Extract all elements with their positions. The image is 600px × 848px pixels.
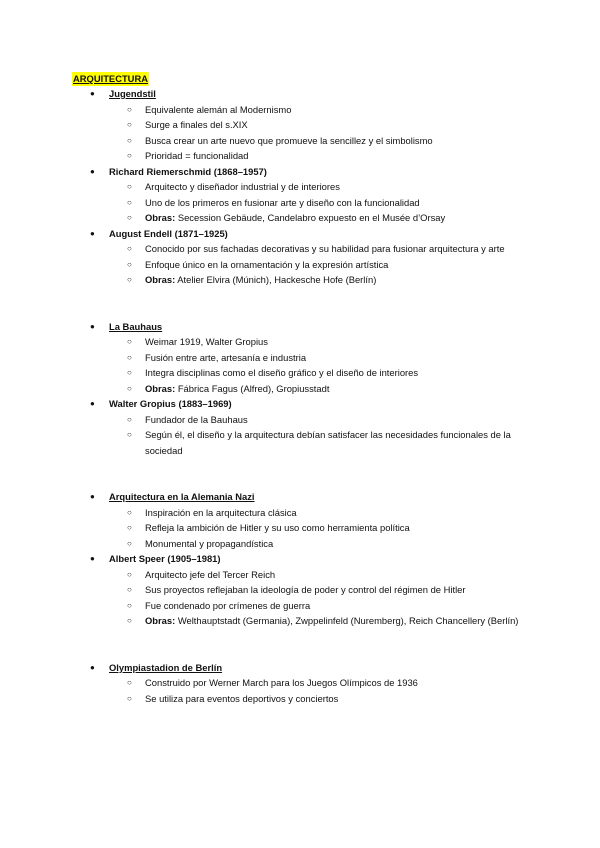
hollow-bullet-icon: ○ — [127, 585, 132, 594]
item-text: Construido por Werner March para los Juegos Olímpicos de 1936 — [145, 677, 418, 688]
outline-heading — [72, 319, 542, 335]
outline-heading — [72, 660, 542, 676]
outline-heading — [72, 551, 542, 567]
hollow-bullet-icon: ○ — [127, 569, 132, 579]
heading-text: Albert Speer (1905–1981) — [109, 553, 221, 564]
heading-text: Olympiastadion de Berlín — [109, 661, 223, 673]
outline-item — [72, 257, 542, 273]
item-text: Atelier Elvira (Múnich), Hackesche Hofe (Berlín) — [175, 274, 377, 285]
hollow-bullet-icon: ○ — [127, 600, 132, 610]
heading-text: August Endell (1871–1925) — [109, 227, 228, 239]
outline-item — [72, 598, 542, 614]
item-text: Integra disciplinas como el diseño gráfico y el diseño de interiores — [145, 367, 419, 378]
item-text: Se utiliza para eventos deportivos y conciertos — [145, 692, 339, 704]
outline-heading — [72, 396, 542, 412]
item-text: Conocido por sus fachadas decorativas y su habilidad para fusionar arquitectura y arte — [145, 243, 505, 254]
outline-item — [72, 613, 542, 629]
hollow-bullet-icon: ○ — [127, 368, 132, 377]
document-title: ARQUITECTURA — [73, 73, 148, 84]
hollow-bullet-icon: ○ — [127, 352, 132, 362]
outline-item — [72, 334, 542, 350]
outline-heading — [72, 86, 542, 102]
hollow-bullet-icon: ○ — [127, 430, 132, 439]
item-text: Equivalente alemán al Modernismo — [145, 103, 292, 115]
filled-bullet-icon: ● — [90, 89, 95, 98]
filled-bullet-icon: ● — [90, 492, 95, 501]
hollow-bullet-icon: ○ — [127, 213, 132, 222]
outline-item — [72, 102, 542, 118]
item-label: Obras: — [145, 615, 176, 626]
outline-item — [72, 117, 542, 133]
item-text: Uno de los primeros en fusionar arte y diseño con la funcionalidad — [145, 196, 420, 208]
item-text: Sus proyectos reflejaban la ideología de poder y control del régimen de Hitler — [145, 584, 466, 595]
item-text: Fusión entre arte, artesanía e industria — [145, 351, 307, 363]
item-text: Fábrica Fagus (Alfred), Gropiusstadt — [175, 382, 330, 394]
outline-item — [72, 241, 542, 257]
outline-item — [72, 350, 542, 366]
item-text: Surge a finales del s.XIX — [145, 119, 248, 130]
outline-item — [72, 210, 542, 226]
hollow-bullet-icon: ○ — [127, 120, 132, 129]
section-spacer — [72, 288, 542, 319]
outline-heading — [72, 489, 542, 505]
section — [72, 489, 542, 629]
item-text: Inspiración en la arquitectura clásica — [145, 506, 297, 518]
item-text: Arquitecto jefe del Tercer Reich — [145, 568, 276, 580]
hollow-bullet-icon: ○ — [127, 197, 132, 207]
hollow-bullet-icon: ○ — [127, 507, 132, 517]
item-text: Prioridad = funcionalidad — [145, 150, 249, 161]
hollow-bullet-icon: ○ — [127, 693, 132, 703]
outline-item — [72, 536, 542, 552]
hollow-bullet-icon: ○ — [127, 337, 132, 346]
filled-bullet-icon: ● — [90, 166, 95, 176]
document-title-row — [72, 72, 542, 86]
outline-item — [72, 505, 542, 521]
heading-text: Arquitectura en la Alemania Nazi — [109, 491, 255, 502]
hollow-bullet-icon: ○ — [127, 104, 132, 114]
hollow-bullet-icon: ○ — [127, 259, 132, 269]
hollow-bullet-icon: ○ — [127, 538, 132, 548]
outline-item — [72, 412, 542, 428]
item-label: Obras: — [145, 212, 176, 223]
sections-container — [72, 86, 542, 706]
outline-item — [72, 381, 542, 397]
item-text: Refleja la ambición de Hitler y su uso como herramienta política — [145, 522, 410, 533]
hollow-bullet-icon: ○ — [127, 151, 132, 160]
filled-bullet-icon: ● — [90, 399, 95, 408]
outline-item — [72, 272, 542, 288]
item-text: Welthauptstadt (Germania), Zwppelinfeld (Nuremberg), Reich Chancellery (Berlín) — [175, 615, 519, 626]
section-spacer — [72, 629, 542, 660]
outline-item — [72, 567, 542, 583]
outline-item — [72, 427, 542, 458]
outline-item — [72, 520, 542, 536]
outline-item — [72, 179, 542, 195]
outline-item — [72, 133, 542, 149]
outline-item — [72, 582, 542, 598]
item-text: Secession Gebäude, Candelabro expuesto en el Musée d’Orsay — [175, 212, 446, 223]
outline-item — [72, 675, 542, 691]
outline-heading — [72, 226, 542, 242]
item-text: Arquitecto y diseñador industrial y de interiores — [145, 181, 340, 192]
item-text: Monumental y propagandística — [145, 537, 274, 549]
heading-text: La Bauhaus — [109, 320, 163, 332]
hollow-bullet-icon: ○ — [127, 182, 132, 191]
item-text: Según él, el diseño y la arquitectura debían satisfacer las necesidades funcionales de la sociedad — [145, 429, 511, 456]
outline-item — [72, 148, 542, 164]
hollow-bullet-icon: ○ — [127, 244, 132, 253]
hollow-bullet-icon: ○ — [127, 523, 132, 532]
outline-heading — [72, 164, 542, 180]
hollow-bullet-icon: ○ — [127, 414, 132, 424]
item-text: Weimar 1919, Walter Gropius — [145, 336, 268, 347]
outline-item — [72, 691, 542, 707]
filled-bullet-icon: ● — [90, 662, 95, 672]
filled-bullet-icon: ● — [90, 228, 95, 238]
hollow-bullet-icon: ○ — [127, 678, 132, 687]
hollow-bullet-icon: ○ — [127, 383, 132, 393]
outline-item — [72, 365, 542, 381]
section — [72, 319, 542, 459]
heading-text: Richard Riemerschmid (1868–1957) — [109, 165, 267, 177]
item-text: Fundador de la Bauhaus — [145, 413, 248, 425]
item-label: Obras: — [145, 274, 176, 285]
item-text: Enfoque único en la ornamentación y la expresión artística — [145, 258, 389, 270]
item-label: Obras: — [145, 382, 176, 394]
item-text: Busca crear un arte nuevo que promueve la sencillez y el simbolismo — [145, 134, 433, 146]
heading-text: Walter Gropius (1883–1969) — [109, 398, 232, 409]
filled-bullet-icon: ● — [90, 554, 95, 563]
filled-bullet-icon: ● — [90, 321, 95, 331]
document-body — [72, 72, 542, 706]
item-text: Fue condenado por crímenes de guerra — [145, 599, 311, 611]
heading-text: Jugendstil — [109, 88, 156, 99]
section — [72, 660, 542, 707]
section-spacer — [72, 458, 542, 489]
hollow-bullet-icon: ○ — [127, 135, 132, 145]
section — [72, 86, 542, 288]
hollow-bullet-icon: ○ — [127, 275, 132, 284]
outline-item — [72, 195, 542, 211]
hollow-bullet-icon: ○ — [127, 616, 132, 625]
